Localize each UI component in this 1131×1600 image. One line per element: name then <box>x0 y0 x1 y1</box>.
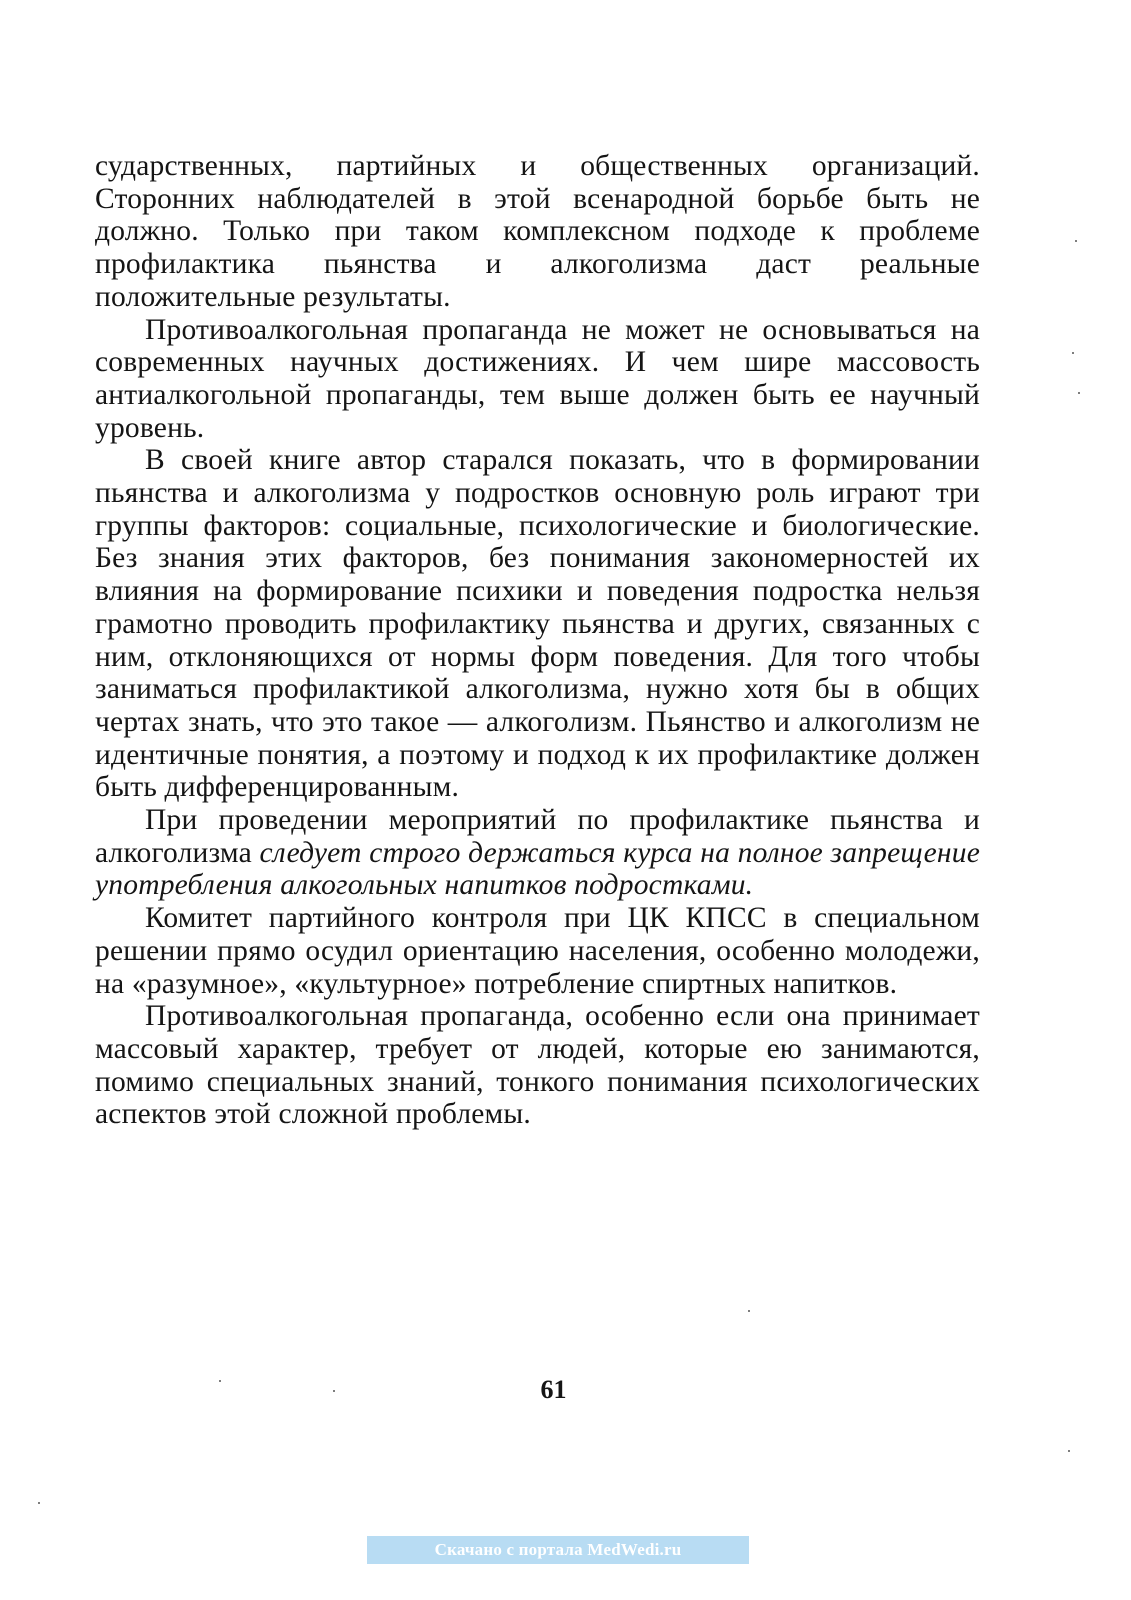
paragraph-4 <box>95 804 980 902</box>
paragraph-1: сударственных, партийных и общественных организаций. Сторонних наблюдателей в этой всенародной борьбе быть не должно. Только при таком комплексном подходе к проблеме профилактика пьянства и алкоголизма даст реальные положительные результаты. <box>95 150 980 313</box>
watermark-banner: Скачано с портала MedWedi.ru <box>367 1536 749 1564</box>
paragraph-4-emphasis: следует строго держаться курса на полное запрещение употребления алкогольных напитков подростками. <box>95 836 980 902</box>
scan-speck <box>219 1380 221 1382</box>
scan-speck <box>1068 1450 1070 1452</box>
page-number: 61 <box>540 1375 567 1404</box>
paragraph-4-text: При проведении мероприятий по профилактике пьянства и алкоголизма <box>95 804 980 869</box>
scan-speck <box>1075 240 1077 242</box>
scan-speck <box>1078 392 1080 394</box>
paragraph-2: Противоалкогольная пропаганда не может не основываться на современных научных достижениях. И чем шире массовость антиалкогольной пропаганды, тем выше должен быть ее научный уровень. <box>95 313 980 444</box>
scan-speck <box>748 1310 750 1312</box>
paragraph-3: В своей книге автор старался показать, что в формировании пьянства и алкоголизма у подростков основную роль играют три группы факторов: социальные, психологические и биологические. Без знания этих факторов, без понимания закономерностей их влияния на формирование психики и поведения подростка нельзя грамотно проводить профилактику пьянства и других, связанных с ним, отклоняющихся от нормы форм поведения. Для того чтобы заниматься профилактикой алкоголизма, нужно хотя бы в общих чертах знать, что это такое — алкоголизм. Пьянство и алкоголизм не идентичные понятия, а поэтому и подход к их профилактике должен быть дифференцированным. <box>95 444 980 804</box>
scan-speck <box>1072 352 1074 354</box>
body-text <box>95 150 980 1131</box>
scan-speck <box>333 1390 335 1392</box>
scan-speck <box>38 1502 40 1504</box>
paragraph-5: Комитет партийного контроля при ЦК КПСС в специальном решении прямо осудил ориентацию населения, особенно молодежи, на «разумное», «культурное» потребление спиртных напитков. <box>95 902 980 1000</box>
paragraph-6: Противоалкогольная пропаганда, особенно если она принимает массовый характер, требует от людей, которые ею занимаются, помимо специальных знаний, тонкого понимания психологических аспектов этой сложной проблемы. <box>95 1000 980 1131</box>
